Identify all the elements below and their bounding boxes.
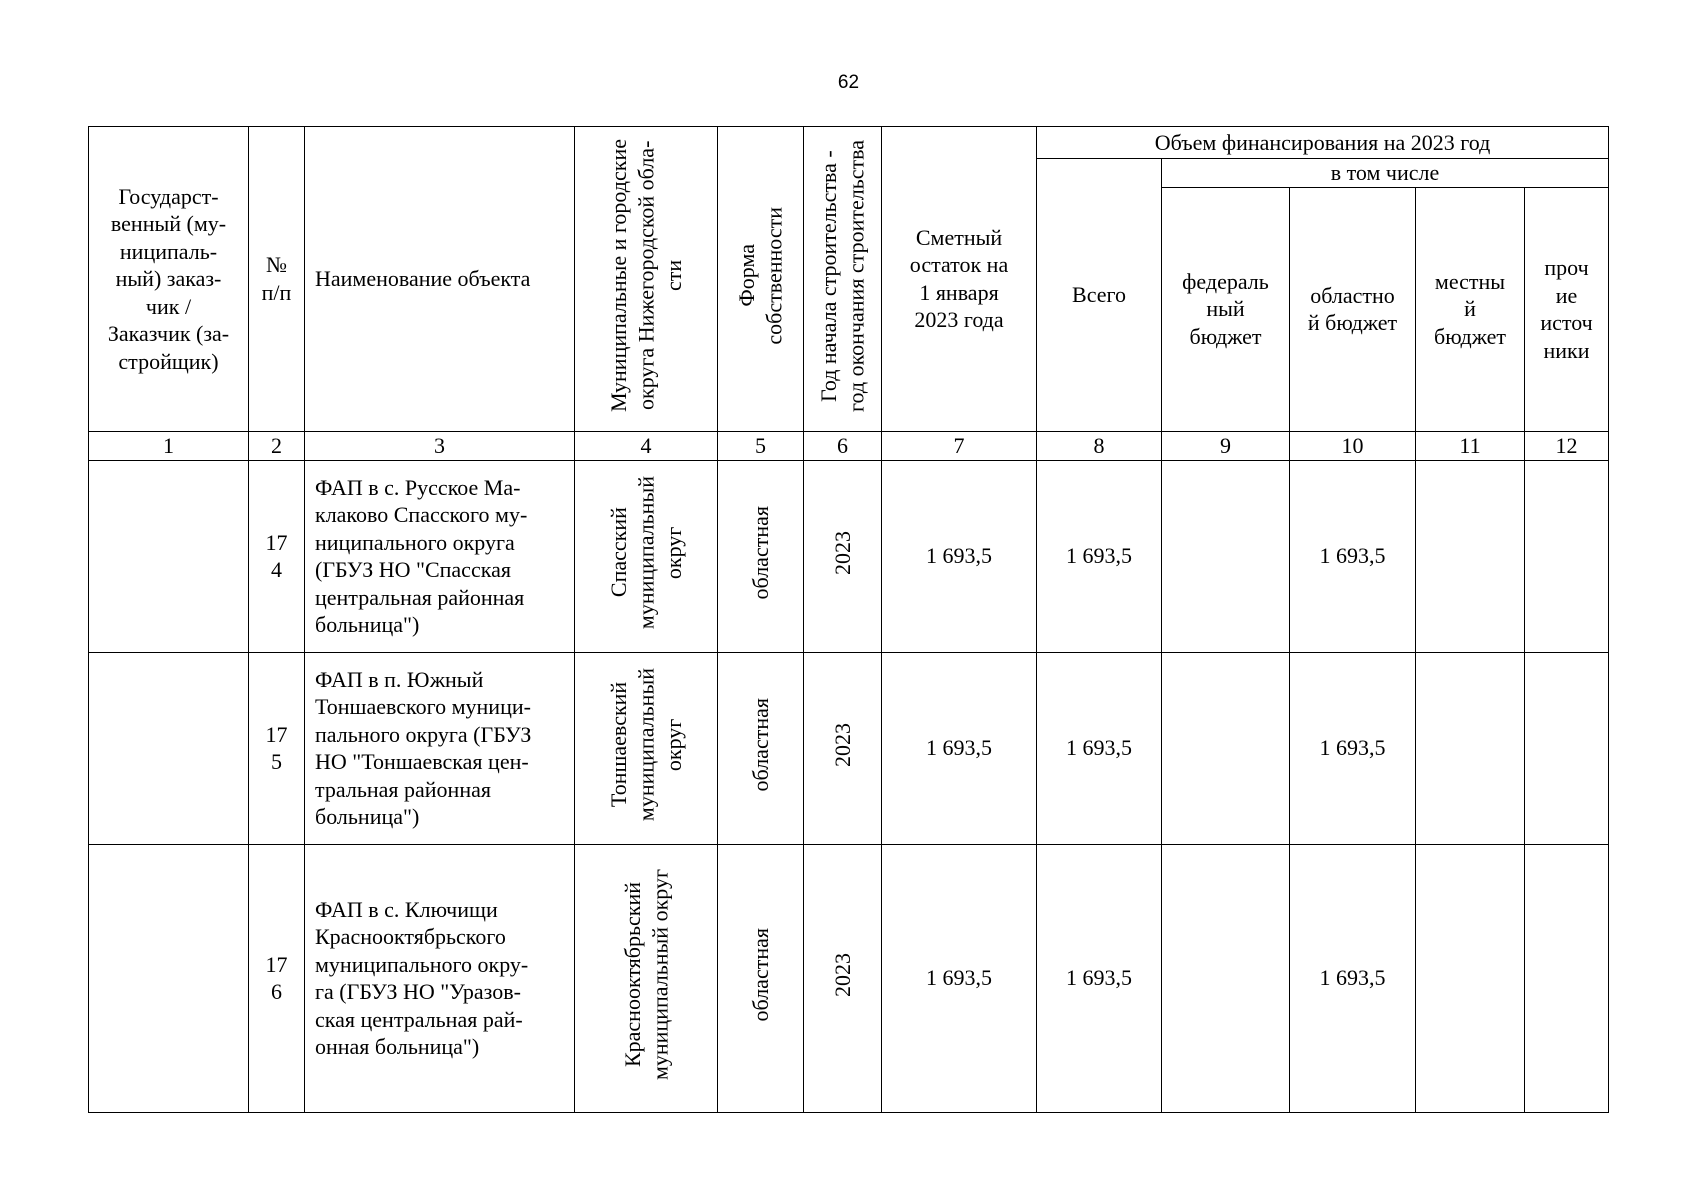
column-number: 11 bbox=[1416, 431, 1525, 460]
table-row bbox=[89, 460, 1609, 652]
cell-object-name: ФАП в с. Ключищи Краснооктябрьского муниципального окру- га (ГБУЗ НО "Уразов- ская центральная рай- онная больница") bbox=[305, 844, 575, 1112]
cell-number: 17 6 bbox=[249, 844, 305, 1112]
table-row bbox=[89, 652, 1609, 844]
cell-municipality: Тоншаевский муниципальный округ bbox=[575, 652, 718, 844]
cell-ownership: областная bbox=[718, 844, 804, 1112]
column-number: 4 bbox=[575, 431, 718, 460]
cell-estimate-balance: 1 693,5 bbox=[882, 652, 1037, 844]
cell-ownership: областная bbox=[718, 652, 804, 844]
cell-regional: 1 693,5 bbox=[1290, 844, 1416, 1112]
cell-number: 17 4 bbox=[249, 460, 305, 652]
header-total: Всего bbox=[1037, 159, 1162, 432]
financing-table bbox=[88, 126, 1609, 1113]
cell-other bbox=[1525, 652, 1609, 844]
column-number: 2 bbox=[249, 431, 305, 460]
header-funding-group: Объем финансирования на 2023 год bbox=[1037, 127, 1609, 159]
column-number: 8 bbox=[1037, 431, 1162, 460]
cell-estimate-balance: 1 693,5 bbox=[882, 460, 1037, 652]
header-ownership: Форма собственности bbox=[718, 127, 804, 432]
cell-other bbox=[1525, 460, 1609, 652]
column-number: 12 bbox=[1525, 431, 1609, 460]
cell-regional: 1 693,5 bbox=[1290, 652, 1416, 844]
column-number: 7 bbox=[882, 431, 1037, 460]
column-number: 1 bbox=[89, 431, 249, 460]
cell-customer bbox=[89, 844, 249, 1112]
cell-local bbox=[1416, 460, 1525, 652]
cell-customer bbox=[89, 460, 249, 652]
cell-years: 2023 bbox=[804, 652, 882, 844]
column-number: 3 bbox=[305, 431, 575, 460]
cell-number: 17 5 bbox=[249, 652, 305, 844]
cell-years: 2023 bbox=[804, 844, 882, 1112]
header-estimate-balance: Сметный остаток на 1 января 2023 года bbox=[882, 127, 1037, 432]
header-customer: Государст- венный (му- ниципаль- ный) заказ- чик / Заказчик (за- стройщик) bbox=[89, 127, 249, 432]
cell-federal bbox=[1162, 844, 1290, 1112]
cell-municipality: Спасский муниципальный округ bbox=[575, 460, 718, 652]
header-federal: федераль ный бюджет bbox=[1162, 187, 1290, 431]
header-years: Год начала строительства - год окончания строительства bbox=[804, 127, 882, 432]
cell-regional: 1 693,5 bbox=[1290, 460, 1416, 652]
cell-object-name: ФАП в п. Южный Тоншаевского муници- пального округа (ГБУЗ НО "Тоншаевская цен- тральная районная больница") bbox=[305, 652, 575, 844]
cell-federal bbox=[1162, 652, 1290, 844]
header-local: местны й бюджет bbox=[1416, 187, 1525, 431]
header-number: № п/п bbox=[249, 127, 305, 432]
column-numbers-row bbox=[89, 431, 1609, 460]
column-number: 5 bbox=[718, 431, 804, 460]
cell-total: 1 693,5 bbox=[1037, 652, 1162, 844]
cell-municipality: Краснооктябрьский муниципальный округ bbox=[575, 844, 718, 1112]
cell-other bbox=[1525, 844, 1609, 1112]
cell-customer bbox=[89, 652, 249, 844]
header-regional: областно й бюджет bbox=[1290, 187, 1416, 431]
cell-object-name: ФАП в с. Русское Ма- клаково Спасского му- ниципального округа (ГБУЗ НО "Спасская центральная районная больница") bbox=[305, 460, 575, 652]
cell-total: 1 693,5 bbox=[1037, 460, 1162, 652]
header-municipalities: Муниципальные и городские округа Нижегородской обла- сти bbox=[575, 127, 718, 432]
cell-years: 2023 bbox=[804, 460, 882, 652]
column-number: 6 bbox=[804, 431, 882, 460]
cell-estimate-balance: 1 693,5 bbox=[882, 844, 1037, 1112]
header-object-name: Наименование объекта bbox=[305, 127, 575, 432]
cell-local bbox=[1416, 844, 1525, 1112]
header-including: в том числе bbox=[1162, 159, 1609, 188]
table-row bbox=[89, 844, 1609, 1112]
cell-total: 1 693,5 bbox=[1037, 844, 1162, 1112]
page-number: 62 bbox=[837, 72, 860, 93]
column-number: 10 bbox=[1290, 431, 1416, 460]
cell-local bbox=[1416, 652, 1525, 844]
header-other: проч ие источ ники bbox=[1525, 187, 1609, 431]
cell-federal bbox=[1162, 460, 1290, 652]
cell-ownership: областная bbox=[718, 460, 804, 652]
column-number: 9 bbox=[1162, 431, 1290, 460]
